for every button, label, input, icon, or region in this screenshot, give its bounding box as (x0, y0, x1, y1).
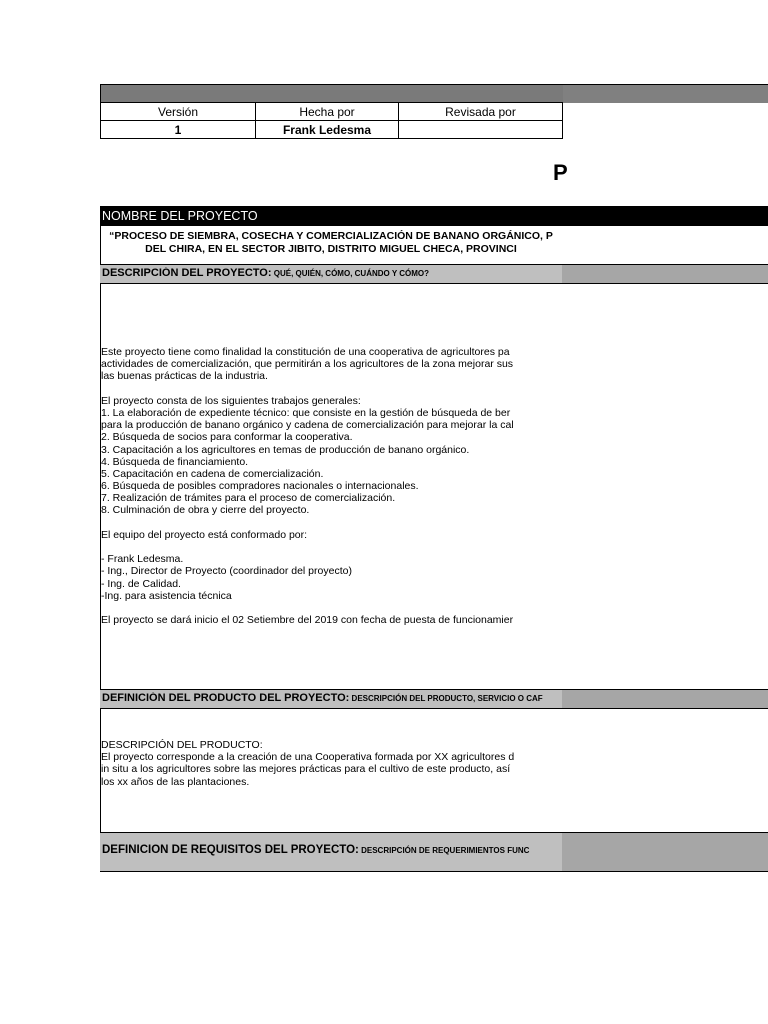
works-item: 5. Capacitación en cadena de comercialización. (101, 467, 324, 480)
team-member: -Ing. para asistencia técnica (101, 589, 232, 602)
product-sublabel: DESCRIPCIÓN DEL PRODUCTO, SERVICIO O CAF (349, 694, 543, 703)
description-sublabel: QUÉ, QUIÉN, CÓMO, CUÁNDO Y CÓMO? (271, 269, 430, 278)
version-table (100, 102, 563, 139)
description-line: las buenas prácticas de la industria. (101, 370, 268, 383)
works-item: 8. Culminación de obra y cierre del proyecto. (101, 504, 310, 517)
header-reviewed-by: Revisada por (399, 103, 563, 121)
description-line: actividades de comercialización, que permitirán a los agricultores de la zona mejorar sus (101, 358, 514, 371)
requirements-label (102, 844, 562, 856)
description-band (100, 264, 768, 284)
team-member: - Ing., Director de Proyecto (coordinador del proyecto) (101, 565, 352, 578)
start-date-text: El proyecto se dará inicio el 02 Setiembre del 2019 con fecha de puesta de funcionamier (101, 614, 514, 627)
requirements-label-text: DEFINICIÓN DE REQUISITOS DEL PROYECTO: (102, 844, 359, 856)
version-table-header-row (101, 103, 563, 121)
product-label-text: DEFINICIÓN DEL PRODUCTO DEL PROYECTO: (102, 692, 350, 704)
works-item: 4. Búsqueda de financiamiento. (101, 455, 249, 468)
works-item: 7. Realización de trámites para el proceso de comercialización. (101, 492, 396, 505)
product-label (102, 692, 562, 704)
description-label (102, 267, 562, 279)
header-version: Versión (101, 103, 256, 121)
requirements-band (100, 832, 768, 872)
project-title[interactable] (100, 230, 562, 256)
document-title-fragment: P (553, 160, 568, 185)
requirements-sublabel: DESCRIPCIÓN DE REQUERIMIENTOS FUNC (358, 846, 530, 855)
team-member: - Ing. de Calidad. (101, 577, 181, 590)
works-intro: El proyecto consta de los siguientes trabajos generales: (101, 394, 361, 407)
cell-reviewed-by[interactable] (399, 121, 563, 139)
works-item: 2. Búsqueda de socios para conformar la cooperativa. (101, 431, 353, 444)
works-item: 3. Capacitación a los agricultores en temas de producción de banano orgánico. (101, 443, 470, 456)
product-heading: DESCRIPCIÓN DEL PRODUCTO: (101, 739, 263, 751)
version-table-row (101, 121, 563, 139)
works-item: 1. La elaboración de expediente técnico: que consiste en la gestión de búsqueda de ber (101, 406, 511, 419)
product-line: in situ a los agricultores sobre las mejores prácticas para el cultivo de este producto, así (101, 763, 511, 776)
description-line: Este proyecto tiene como finalidad la constitución de una cooperativa de agricultores pa (101, 346, 510, 358)
description-body[interactable] (101, 346, 562, 626)
version-header-bar-inner (100, 84, 563, 103)
cell-version[interactable]: 1 (101, 121, 256, 139)
team-intro: El equipo del proyecto está conformado por: (101, 528, 308, 541)
cell-made-by[interactable]: Frank Ledesma (256, 121, 399, 139)
works-item: para la producción de banano orgánico y cadena de comercialización para mejorar la cal (101, 419, 514, 432)
team-member: - Frank Ledesma. (101, 553, 184, 566)
product-line: El proyecto corresponde a la creación de una Cooperativa formada por XX agricultores d (101, 751, 515, 764)
project-title-line-2: DEL CHIRA, EN EL SECTOR JIBITO, DISTRITO MIGUEL CHECA, PROVINCI (145, 243, 517, 255)
works-item: 6. Búsqueda de posibles compradores nacionales o internacionales. (101, 480, 419, 493)
header-made-by: Hecha por (256, 103, 399, 121)
project-title-line-1: “PROCESO DE SIEMBRA, COSECHA Y COMERCIALIZACIÓN DE BANANO ORGÁNICO, P (109, 230, 553, 242)
product-band (100, 689, 768, 709)
product-line: los xx años de las plantaciones. (101, 775, 250, 788)
product-body[interactable] (101, 739, 562, 788)
description-label-text: DESCRIPCIÓN DEL PROYECTO: (102, 267, 272, 279)
project-name-band: NOMBRE DEL PROYECTO (100, 206, 768, 226)
